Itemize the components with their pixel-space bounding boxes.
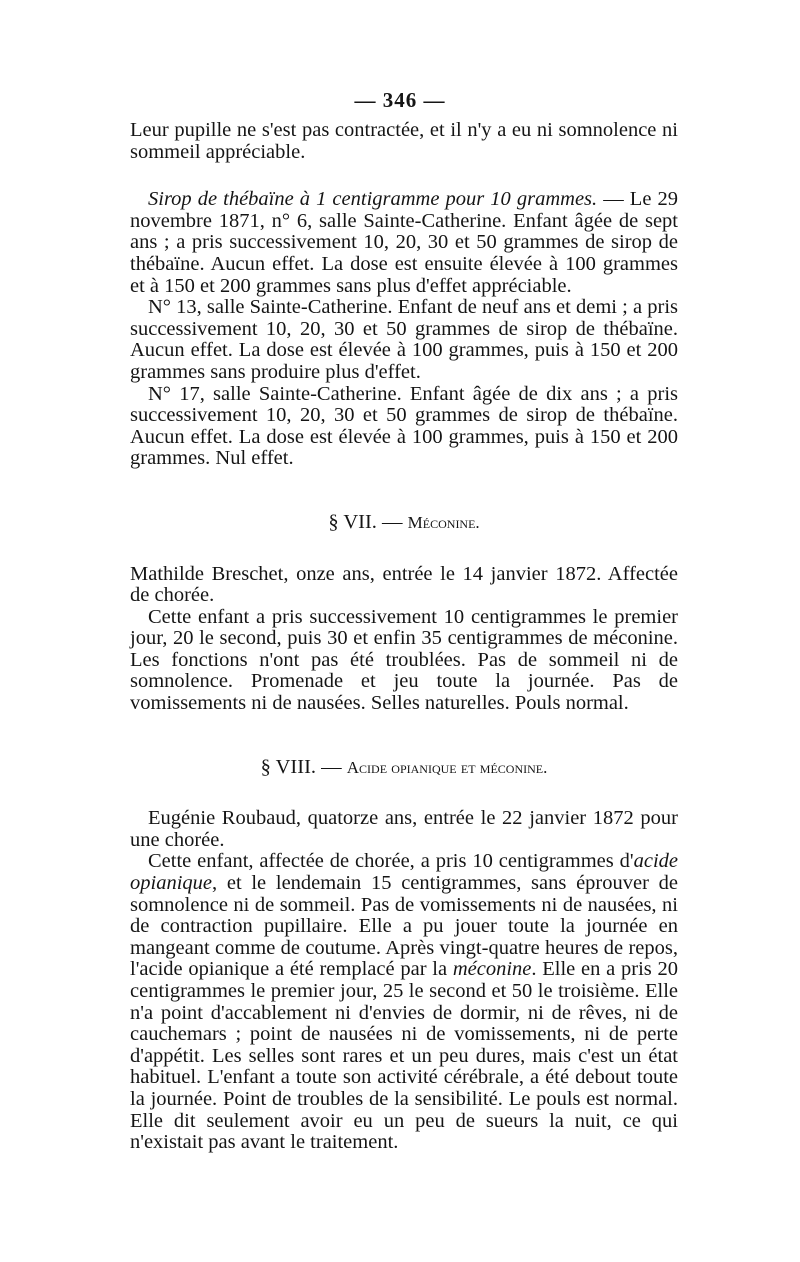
section-vii-number: § VII. —	[328, 510, 408, 533]
roubaud-italic-acide: acide opianique	[130, 850, 678, 895]
paragraph-intro: Leur pupille ne s'est pas contractée, et il n'y a eu ni somnolence ni sommeil appréciable.	[130, 119, 678, 163]
paragraph-breschet-detail: Cette enfant a pris successivement 10 centigrammes le premier jour, 20 le second, puis 30 et enfin 35 centigrammes de méconine. Les fonctions n'ont pas été troublées. Pas de sommeil ni de somnolence. Promenade et jeu toute la journée. Pas de vomissements ni de nausées. Selles naturelles. Pouls normal.	[130, 605, 678, 715]
paragraph-roubaud-detail	[130, 851, 678, 1153]
roubaud-text-2: , et le lendemain 15 centigrammes, sans éprouver de somnolence ni de sommeil. Pas de vomissements ni de nausées, ni de contraction pupillaire. Elle a pu jouer toute la journée en mangeant comme de coutume. Après vingt-quatre heures de repos, l'acide opianique a été remplacé par la	[130, 872, 678, 981]
section-vii-title: Méconine.	[407, 512, 480, 532]
section-viii-number: § VIII. —	[260, 755, 347, 778]
roubaud-italic-meconine: méconine	[452, 958, 532, 981]
paragraph-no17: N° 17, salle Sainte-Catherine. Enfant âgée de dix ans ; a pris successivement 10, 20, 30 et 50 grammes de sirop de thébaïne. Aucun effet. La dose est élevée à 100 grammes, puis à 150 et 200 grammes. Nul effet.	[130, 382, 678, 470]
roubaud-text-1: Cette enfant, affectée de chorée, a pris 10 centigrammes d'	[148, 850, 634, 873]
section-heading-viii	[130, 757, 678, 779]
paragraph-no13: N° 13, salle Sainte-Catherine. Enfant de neuf ans et demi ; a pris successivement 10, 20, 30 et 50 grammes de sirop de thébaïne. Aucun effet. La dose est élevée à 100 grammes, puis à 150 et 200 grammes sans produire plus d'effet.	[130, 296, 678, 383]
sirop-heading: Sirop de thébaïne à 1 centigramme pour 10 grammes.	[148, 188, 598, 211]
paragraph-sirop	[130, 189, 678, 297]
paragraph-roubaud: Eugénie Roubaud, quatorze ans, entrée le 22 janvier 1872 pour une chorée.	[130, 807, 678, 851]
roubaud-text-3: . Elle en a pris 20 centigrammes le premier jour, 25 le second et 50 le troisième. Elle n'a point d'accablement ni d'envies de dormir, ni de rêves, ni de cauchemars ; point de nausées ni de vomissements, ni de perte d'appétit. Les selles sont rares et un peu dures, mais c'est un état habituel. L'enfant a toute son activité cérébrale, a été debout toute la journée. Point de troubles de la sensibilité. Le pouls est normal. Elle dit seulement avoir eu un peu de sueurs la nuit, ce qui n'existait pas avant le traitement.	[130, 958, 679, 1154]
section-heading-vii	[130, 512, 678, 534]
sirop-text: — Le 29 novembre 1871, n° 6, salle Sainte-Catherine. Enfant âgée de sept ans ; a pris successivement 10, 20, 30 et 50 grammes de sirop de thébaïne. Aucun effet. La dose est ensuite élevée à 100 grammes et à 150 et 200 grammes sans plus d'effet appréciable.	[130, 188, 678, 297]
section-viii-title: Acide opianique et méconine.	[346, 757, 548, 777]
page-body	[130, 120, 678, 1154]
page-number: — 346 —	[354, 88, 446, 112]
paragraph-breschet: Mathilde Breschet, onze ans, entrée le 14 janvier 1872. Affectée de chorée.	[130, 562, 678, 607]
